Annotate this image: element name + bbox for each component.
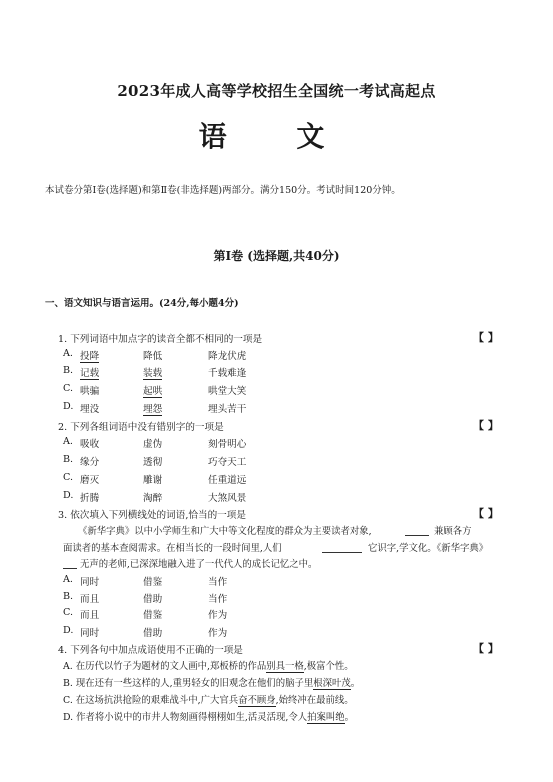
- idiom: 拍案叫绝: [307, 712, 345, 723]
- option-b-sentence: [63, 675, 360, 689]
- blank-2: [322, 543, 362, 553]
- option-word: 记载: [80, 365, 99, 380]
- option-word: 千载难逢: [208, 368, 247, 379]
- sentence-text: 。: [350, 678, 361, 689]
- option-label: A.: [63, 348, 73, 359]
- passage-line: 它识字,学文化。《新华字典》: [368, 543, 489, 554]
- option-word: 借助: [143, 628, 163, 639]
- option-d-sentence: [63, 709, 354, 723]
- option-word: 缘分: [80, 457, 100, 468]
- sentence-text: 。: [344, 712, 355, 723]
- passage-line: 无声的老师,已深深地融入进了一代代人的成长记忆之中。: [80, 559, 318, 570]
- option-label: B.: [63, 454, 74, 465]
- option-word: 埋没: [80, 404, 100, 415]
- passage-line: 《新华字典》以中小学师生和广大中等文化程度的群众为主要读者对象,: [78, 526, 372, 537]
- option-word: 当作: [208, 594, 228, 605]
- option-word: 哄堂大笑: [208, 386, 247, 397]
- option-word: 埋怨: [143, 401, 162, 416]
- option-word: 借助: [143, 594, 163, 605]
- option-word: 埋头苦干: [208, 404, 247, 415]
- option-label: D.: [63, 625, 74, 636]
- option-a-sentence: [63, 658, 354, 672]
- option-word: 任重道远: [208, 475, 247, 486]
- option-word: 哄骗: [80, 386, 100, 397]
- option-word: 降龙伏虎: [208, 351, 247, 362]
- option-word: 当作: [208, 577, 228, 588]
- option-word: 吸收: [80, 439, 100, 450]
- option-word: 折腾: [80, 493, 100, 504]
- idiom: 奋不顾身: [238, 695, 276, 706]
- passage-line: 面读者的基本查阅需求。在相当长的一段时间里,人们: [63, 543, 282, 554]
- option-label: B.: [63, 365, 74, 376]
- exam-title: 2023年成人高等学校招生全国统一考试高起点: [117, 82, 436, 100]
- option-word: 巧夺天工: [208, 457, 247, 468]
- answer-bracket-2: 【 】: [473, 419, 499, 432]
- blank-1: [405, 526, 429, 536]
- section-title: 一、语文知识与语言运用。(24分,每小题4分): [45, 298, 239, 309]
- option-word: 同时: [80, 577, 100, 588]
- question-4-stem: 4. 下列各句中加点成语使用不正确的一项是: [58, 645, 243, 656]
- option-word: 借鉴: [143, 577, 163, 588]
- sentence-text: ,极富个性。: [303, 661, 354, 672]
- option-label: D.: [63, 401, 74, 412]
- option-word: 雕谢: [143, 475, 163, 486]
- option-word: 透彻: [143, 457, 163, 468]
- option-word: 而且: [80, 610, 100, 621]
- sentence-text: B. 现在还有一些这样的人,重男轻女的旧观念在他们的脑子里: [63, 678, 314, 689]
- passage-line: 兼顾各方: [434, 526, 472, 537]
- subject-title: 语 文: [198, 120, 355, 153]
- answer-bracket-1: 【 】: [473, 331, 499, 344]
- option-label: D.: [63, 490, 74, 501]
- idiom: 根深叶茂: [313, 678, 351, 689]
- exam-note: 本试卷分第Ⅰ卷(选择题)和第Ⅱ卷(非选择题)两部分。满分150分。考试时间120分钟。: [45, 185, 401, 196]
- option-label: C.: [63, 472, 74, 483]
- idiom: 别具一格: [266, 661, 304, 672]
- option-c-sentence: [63, 692, 354, 706]
- option-label: A.: [63, 574, 73, 585]
- question-3-stem: 3. 依次填入下列横线处的词语,恰当的一项是: [58, 510, 246, 521]
- sentence-text: D. 作者将小说中的市井人物刻画得栩栩如生,活灵活现,令人: [63, 712, 308, 723]
- answer-bracket-3: 【 】: [473, 507, 499, 520]
- option-word: 大煞风景: [208, 493, 247, 504]
- blank-3: [63, 559, 77, 569]
- question-1-stem: 1. 下列词语中加点字的读音全都不相同的一项是: [58, 334, 263, 345]
- option-word: 而且: [80, 594, 100, 605]
- option-word: 降低: [143, 351, 163, 362]
- option-word: 作为: [208, 628, 228, 639]
- option-word: 装载: [143, 365, 162, 380]
- option-label: A.: [63, 436, 73, 447]
- sentence-text: A. 在历代以竹子为题材的文人画中,郑板桥的作品: [63, 661, 267, 672]
- option-word: 投降: [80, 348, 99, 363]
- option-word: 刻骨明心: [208, 439, 247, 450]
- option-word: 作为: [208, 610, 228, 621]
- option-label: C.: [63, 607, 74, 618]
- option-word: 借鉴: [143, 610, 163, 621]
- answer-bracket-4: 【 】: [473, 642, 499, 655]
- part-title: 第Ⅰ卷 (选择题,共40分): [213, 249, 340, 263]
- sentence-text: ,始终冲在最前线。: [275, 695, 354, 706]
- option-word: 磨灭: [80, 475, 100, 486]
- option-label: C.: [63, 383, 74, 394]
- option-word: 淘醉: [143, 493, 163, 504]
- option-word: 同时: [80, 628, 100, 639]
- option-label: B.: [63, 591, 74, 602]
- option-word: 虚伪: [143, 439, 163, 450]
- question-2-stem: 2. 下列各组词语中没有错别字的一项是: [58, 422, 224, 433]
- sentence-text: C. 在这场抗洪抢险的艰难战斗中,广大官兵: [63, 695, 239, 706]
- option-word: 起哄: [143, 383, 162, 398]
